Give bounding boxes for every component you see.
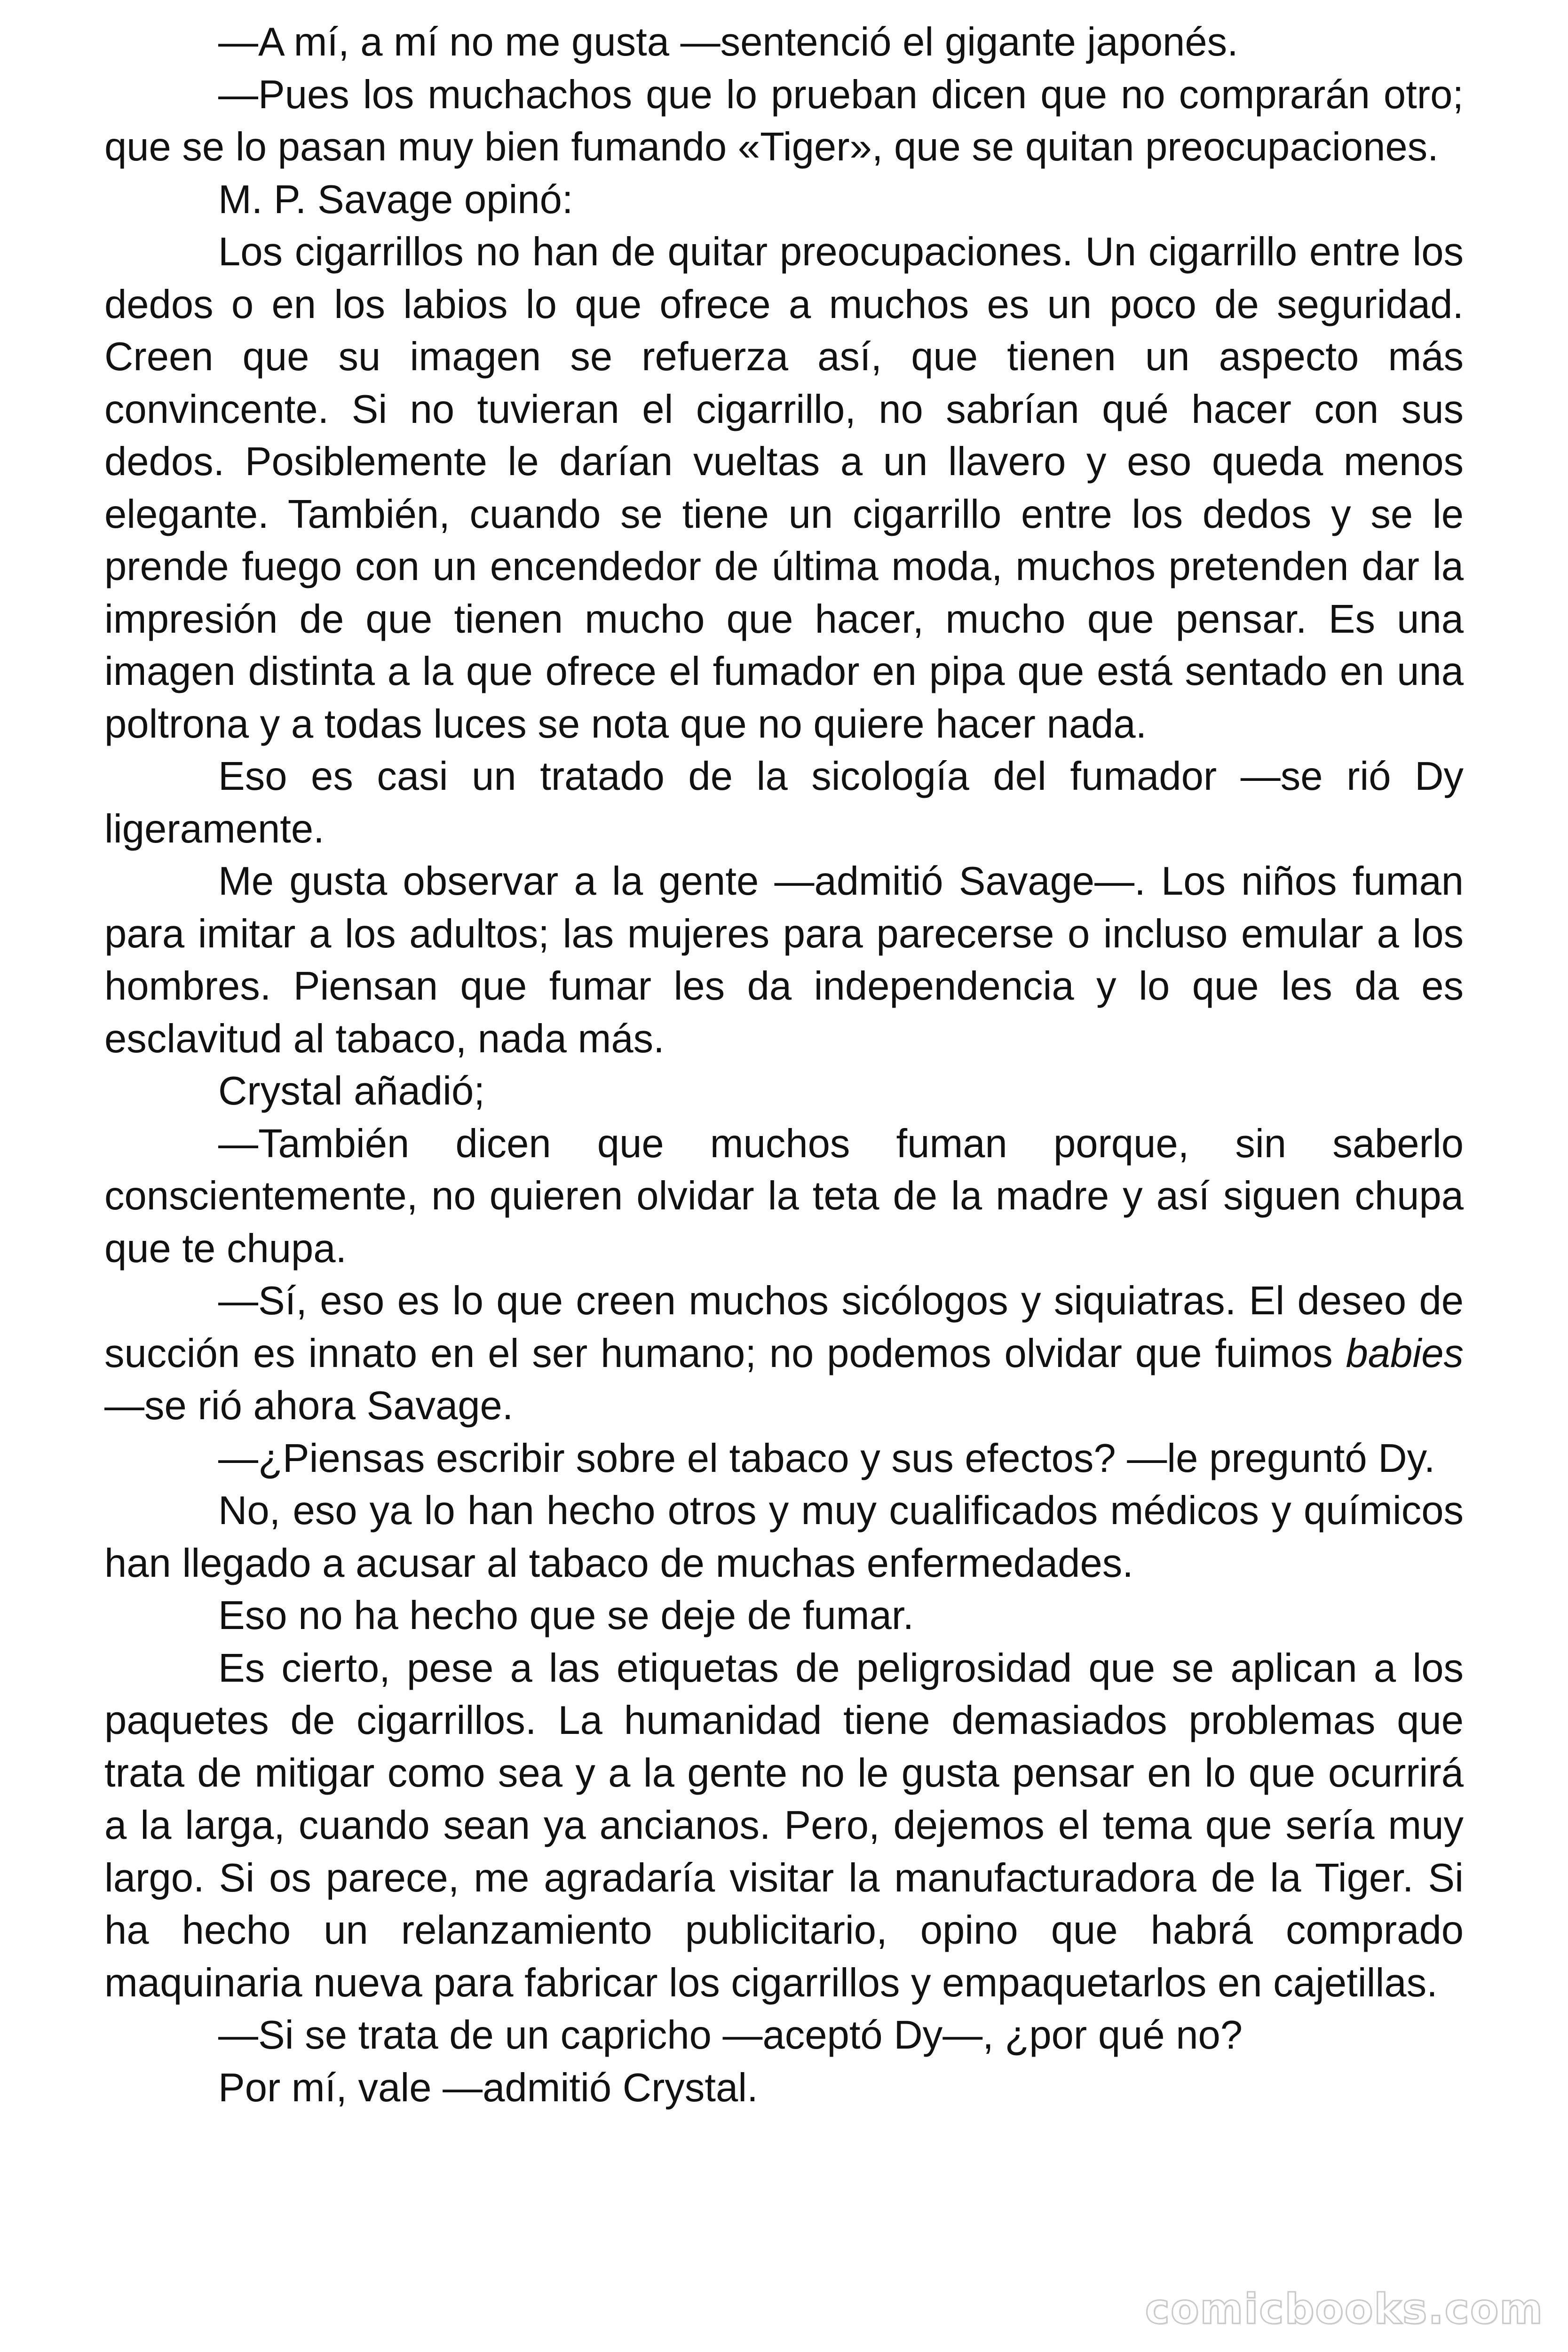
text-run: M. P. Savage opinó: <box>218 177 573 222</box>
text-run: —se rió ahora Savage. <box>104 1383 514 1428</box>
paragraph <box>104 2009 1464 2062</box>
paragraph <box>104 1589 1464 1642</box>
paragraph <box>104 1118 1464 1275</box>
paragraph <box>104 2062 1464 2114</box>
text-run: Eso es casi un tratado de la sicología del fumador —se rió Dy ligeramente. <box>104 754 1464 851</box>
text-run: Crystal añadió; <box>218 1069 485 1113</box>
body-text <box>104 16 1464 2114</box>
text-run: —Pues los muchachos que lo prueban dicen que no comprarán otro; que se lo pasan muy bien fumando «Tiger», que se quitan preocupaciones. <box>104 72 1464 169</box>
text-run: Me gusta observar a la gente —admitió Savage—. Los niños fuman para imitar a los adultos; las mujeres para parecerse o incluso emular a los hombres. Piensan que fumar les da independencia y lo que les da es esclavitud al tabaco, nada más. <box>104 859 1464 1061</box>
text-run: Los cigarrillos no han de quitar preocupaciones. Un cigarrillo entre los dedos o en los labios lo que ofrece a muchos es un poco de seguridad. Creen que su imagen se refuerza así, que tienen un aspecto más convincente. Si no tuvieran el cigarrillo, no sabrían qué hacer con sus dedos. Posiblemente le darían vueltas a un llavero y eso queda menos elegante. También, cuando se tiene un cigarrillo entre los dedos y se le prende fuego con un encendedor de última moda, muchos pretenden dar la impresión de que tienen mucho que hacer, mucho que pensar. Es una imagen distinta a la que ofrece el fumador en pipa que está sentado en una poltrona y a todas luces se nota que no quiere hacer nada. <box>104 230 1464 747</box>
paragraph <box>104 855 1464 1065</box>
text-run: Es cierto, pese a las etiquetas de peligrosidad que se aplican a los paquetes de cigarrillos. La humanidad tiene demasiados problemas que trata de mitigar como sea y a la gente no le gusta pensar en lo que ocurrirá a la larga, cuando sean ya ancianos. Pero, dejemos el tema que sería muy largo. Si os parece, me agradaría visitar la manufacturadora de la Tiger. Si ha hecho un relanzamiento publicitario, opino que habrá comprado maquinaria nueva para fabricar los cigarrillos y empaquetarlos en cajetillas. <box>104 1645 1464 2005</box>
paragraph <box>104 1065 1464 1118</box>
paragraph <box>104 16 1464 69</box>
paragraph <box>104 1275 1464 1432</box>
text-run: No, eso ya lo han hecho otros y muy cualificados médicos y químicos han llegado a acusar al tabaco de muchas enfermedades. <box>104 1488 1464 1586</box>
paragraph <box>104 69 1464 174</box>
italic-text: babies <box>1346 1331 1464 1376</box>
watermark: comicbooks.com <box>1145 2285 1544 2333</box>
text-run: —Sí, eso es lo que creen muchos sicólogos y siquiatras. El deseo de succión es innato en el ser humano; no podemos olvidar que fuimos <box>104 1279 1464 1376</box>
text-run: —Si se trata de un capricho —aceptó Dy—, ¿por qué no? <box>218 2013 1243 2058</box>
text-run: Eso no ha hecho que se deje de fumar. <box>218 1593 914 1638</box>
paragraph <box>104 750 1464 855</box>
text-run: —¿Piensas escribir sobre el tabaco y sus efectos? —le preguntó Dy. <box>218 1436 1435 1481</box>
paragraph <box>104 174 1464 226</box>
text-run: —A mí, a mí no me gusta —sentenció el gigante japonés. <box>218 20 1238 64</box>
paragraph <box>104 1642 1464 2010</box>
text-run: Por mí, vale —admitió Crystal. <box>218 2065 758 2110</box>
paragraph <box>104 226 1464 750</box>
paragraph <box>104 1485 1464 1589</box>
text-run: —También dicen que muchos fuman porque, sin saberlo conscientemente, no quieren olvidar la teta de la madre y así siguen chupa que te chupa. <box>104 1121 1464 1271</box>
paragraph <box>104 1432 1464 1485</box>
